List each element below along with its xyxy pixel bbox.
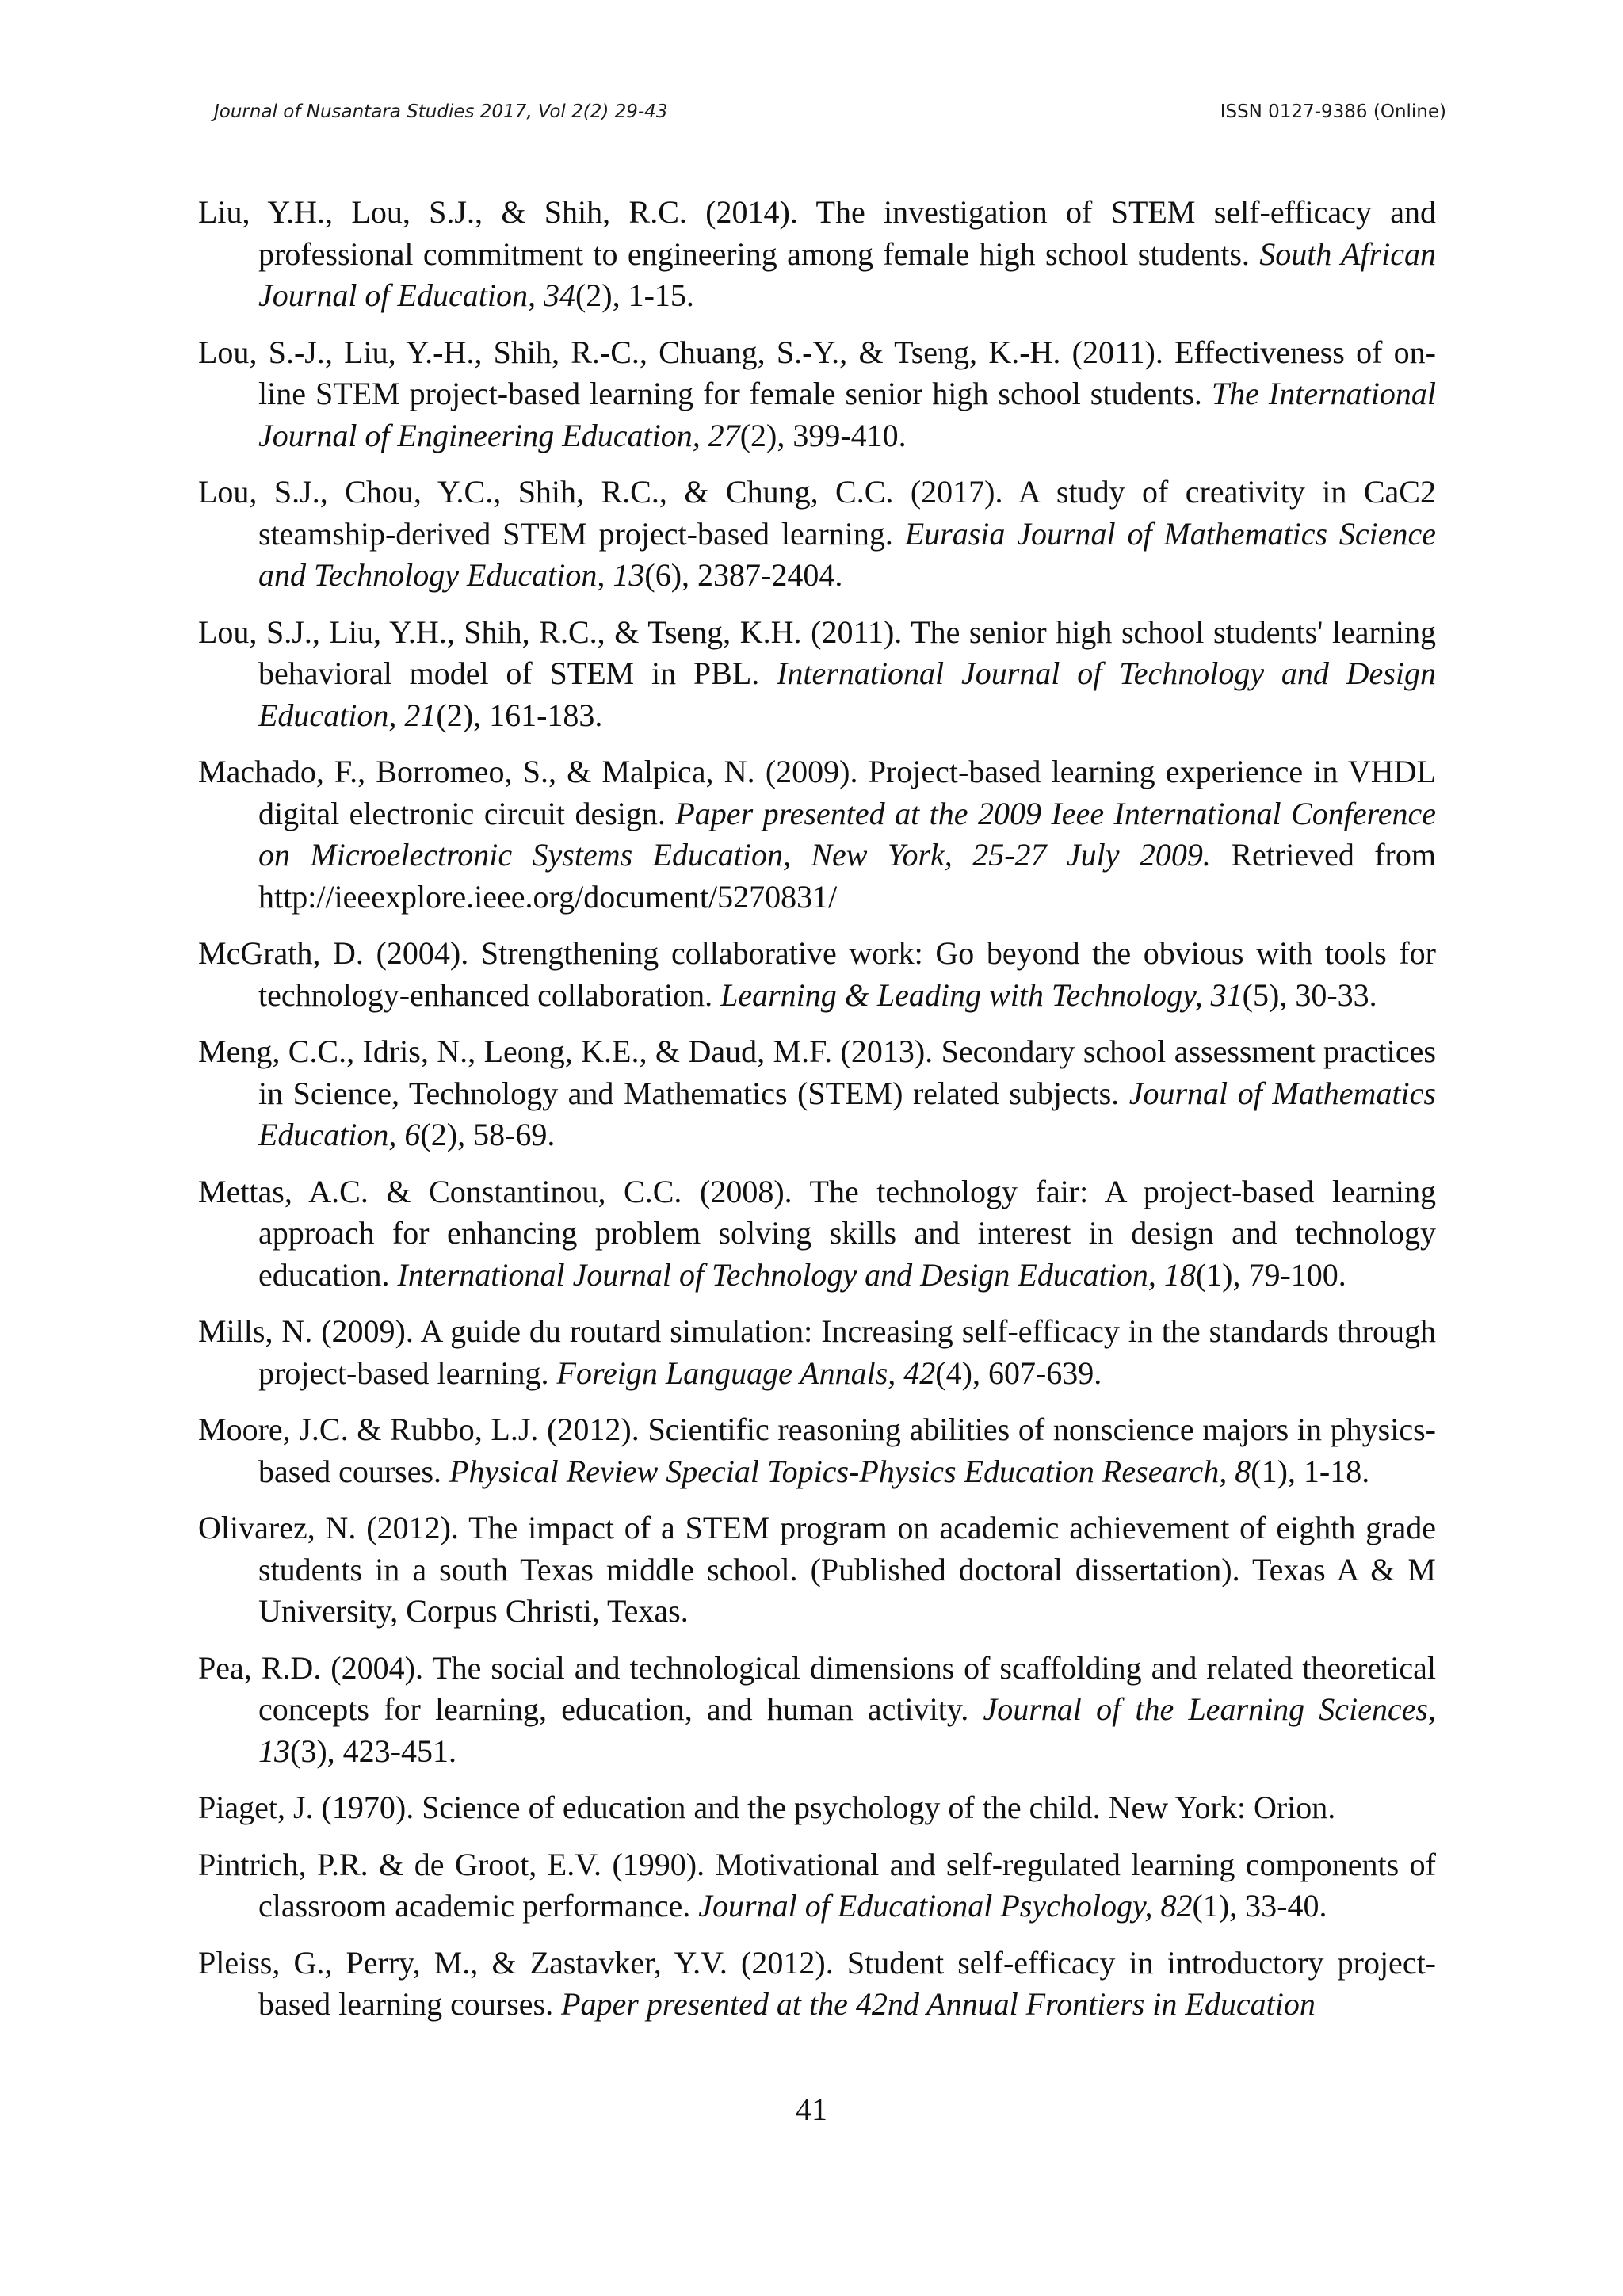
reference-source: International Journal of Technology and Design Education, 18 <box>397 1256 1196 1293</box>
reference-details: (2), 399-410. <box>739 417 907 453</box>
reference-entry <box>198 332 1436 457</box>
reference-source: Paper presented at the 2009 Ieee International Conference on Microelectronic Systems Education, New York, 25-27 July 2009. <box>258 795 1437 873</box>
reference-entry <box>198 751 1436 918</box>
reference-entry <box>198 1943 1436 2026</box>
reference-entry <box>198 1844 1436 1927</box>
reference-source: Journal of Mathematics Education, 6 <box>258 1075 1436 1152</box>
reference-text: Machado, F., Borromeo, S., & Malpica, N. (2009). Project-based learning experience in VHDL digital electronic circuit design. <box>198 754 1436 831</box>
reference-details: (2), 1-15. <box>575 277 694 313</box>
reference-text: Lou, S.-J., Liu, Y.-H., Shih, R.-C., Chuang, S.-Y., & Tseng, K.-H. (2011). Effectiveness of on-line STEM project-based learning for female senior high school students. <box>198 334 1436 411</box>
reference-source: Foreign Language Annals, 42 <box>556 1354 936 1391</box>
reference-text: Pleiss, G., Perry, M., & Zastavker, Y.V. (2012). Student self-efficacy in introductory project-based learning courses. <box>198 1944 1436 2022</box>
reference-source: Eurasia Journal of Mathematics Science and Technology Education, 13 <box>258 515 1436 593</box>
reference-source: South African Journal of Education, 34 <box>258 235 1437 313</box>
reference-text: Mills, N. (2009). A guide du routard simulation: Increasing self-efficacy in the standards through project-based learning. <box>198 1313 1436 1391</box>
reference-details: (3), 423-451. <box>290 1733 456 1769</box>
issn: ISSN 0127-9386 (Online) <box>1220 101 1446 122</box>
reference-source: International Journal of Technology and Design Education, 21 <box>258 655 1436 733</box>
reference-text: Lou, S.J., Chou, Y.C., Shih, R.C., & Chung, C.C. (2017). A study of creativity in CaC2 steamship-derived STEM project-based learning. <box>198 474 1436 552</box>
reference-entry <box>198 1311 1436 1394</box>
reference-source: The International Journal of Engineering Education, 27 <box>258 376 1437 453</box>
reference-text: Pea, R.D. (2004). The social and technological dimensions of scaffolding and related theoretical concepts for learning, education, and human activity. <box>198 1649 1436 1727</box>
reference-details: (6), 2387-2404. <box>644 557 843 593</box>
reference-details: (5), 30-33. <box>1242 976 1377 1013</box>
reference-details: (2), 58-69. <box>420 1117 556 1152</box>
reference-entry <box>198 192 1436 317</box>
reference-details: (1), 1-18. <box>1251 1453 1370 1489</box>
reference-details: (2), 161-183. <box>436 697 603 733</box>
reference-details: (4), 607-639. <box>935 1354 1102 1391</box>
reference-details: (1), 33-40. <box>1192 1888 1327 1924</box>
reference-text: Moore, J.C. & Rubbo, L.J. (2012). Scientific reasoning abilities of nonscience majors in physics-based courses. <box>198 1412 1436 1489</box>
reference-text: Piaget, J. (1970). Science of education and the psychology of the child. New York: Orion. <box>198 1790 1336 1825</box>
reference-list <box>198 192 1436 2041</box>
reference-entry <box>198 1507 1436 1633</box>
reference-text: Lou, S.J., Liu, Y.H., Shih, R.C., & Tseng, K.H. (2011). The senior high school students' learning behavioral model of STEM in PBL. <box>198 613 1436 691</box>
reference-source: Learning & Leading with Technology, 31 <box>720 976 1243 1013</box>
reference-text: Pintrich, P.R. & de Groot, E.V. (1990). Motivational and self-regulated learning components of classroom academic performance. <box>198 1846 1436 1924</box>
reference-text: Meng, C.C., Idris, N., Leong, K.E., & Daud, M.F. (2013). Secondary school assessment practices in Science, Technology and Mathematics (STEM) related subjects. <box>198 1033 1436 1111</box>
journal-citation: Journal of Nusantara Studies 2017, Vol 2(2) 29-43 <box>214 101 668 122</box>
reference-text: Liu, Y.H., Lou, S.J., & Shih, R.C. (2014). The investigation of STEM self-efficacy and professional commitment to engineering among female high school students. <box>198 194 1436 272</box>
reference-entry <box>198 1787 1436 1829</box>
reference-source: Paper presented at the 42nd Annual Frontiers in Education <box>561 1986 1316 2022</box>
reference-details: (1), 79-100. <box>1195 1256 1346 1293</box>
page-number: 41 <box>796 2092 827 2127</box>
reference-source: Journal of the Learning Sciences, 13 <box>258 1691 1437 1769</box>
reference-entry <box>198 612 1436 737</box>
reference-text: Olivarez, N. (2012). The impact of a STEM program on academic achievement of eighth grade students in a south Texas middle school. (Published doctoral dissertation). Texas A & M University, Corpus Christi, Texas. <box>198 1510 1436 1629</box>
reference-entry <box>198 933 1436 1016</box>
reference-details: Retrieved from http://ieeexplore.ieee.org/document/5270831/ <box>258 837 1436 915</box>
reference-entry <box>198 1171 1436 1297</box>
reference-source: Physical Review Special Topics-Physics Education Research, 8 <box>449 1453 1251 1489</box>
reference-entry <box>198 1031 1436 1156</box>
reference-entry <box>198 1648 1436 1773</box>
reference-entry <box>198 1409 1436 1492</box>
reference-text: Mettas, A.C. & Constantinou, C.C. (2008). The technology fair: A project-based learning approach for enhancing problem solving skills and interest in design and technology education. <box>198 1173 1436 1293</box>
reference-text: McGrath, D. (2004). Strengthening collaborative work: Go beyond the obvious with tools for technology-enhanced collaboration. <box>198 935 1436 1013</box>
running-header <box>214 101 1446 122</box>
reference-source: Journal of Educational Psychology, 82 <box>698 1888 1193 1924</box>
reference-entry <box>198 472 1436 597</box>
